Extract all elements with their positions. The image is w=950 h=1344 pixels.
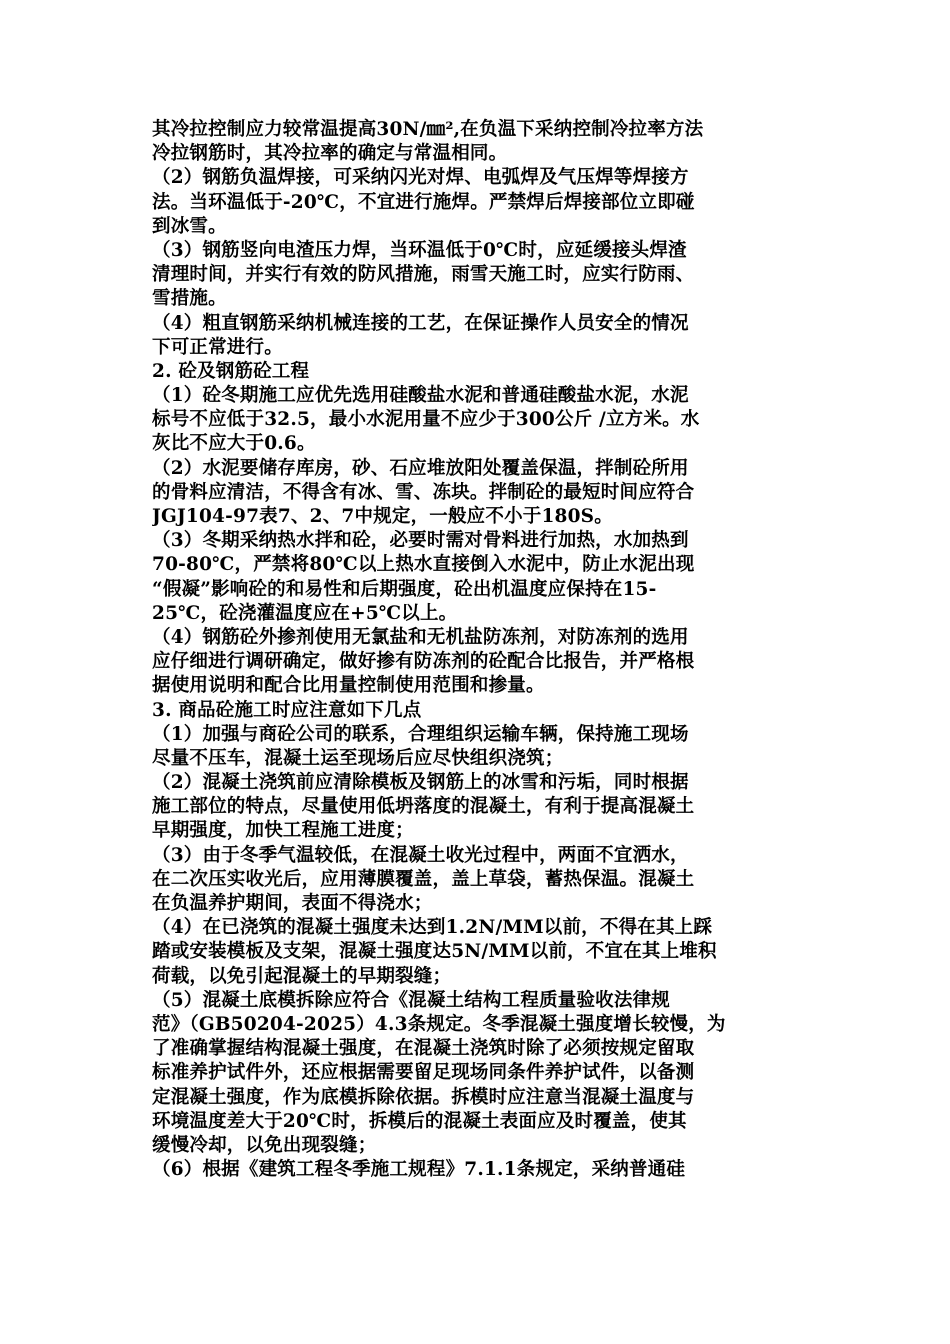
text-line: 荷载，以免引起混凝土的早期裂缝；	[152, 965, 452, 987]
text-line: 在二次压实收光后，应用薄膜覆盖，盖上草袋，蓄热保温。混凝土	[152, 868, 695, 890]
text-line: 3. 商品砼施工时应注意如下几点	[152, 699, 422, 721]
text-line: 在负温养护期间，表面不得浇水；	[152, 893, 433, 914]
text-line: 70-80℃，严禁将80℃以上热水直接倒入水泥中，防止水泥出现	[152, 554, 695, 576]
text-line: （1）砼冬期施工应优先选用硅酸盐水泥和普通硅酸盐水泥，水泥	[152, 385, 689, 407]
text-line: 了准确掌握结构混凝土强度，在混凝土浇筑时除了必须按规定留取	[152, 1038, 695, 1060]
text-line: 应仔细进行调研确定，做好掺有防冻剂的砼配合比报告，并严格根	[152, 651, 695, 673]
text-line: 标号不应低于32.5，最小水泥用量不应少于300公斤 /立方米。水	[152, 409, 700, 431]
text-line: 环境温度差大于20℃时，拆模后的混凝土表面应及时覆盖，使其	[152, 1110, 687, 1132]
text-line: 到冰雪。	[152, 215, 227, 237]
text-line: 定混凝土强度，作为底模拆除依据。拆模时应注意当混凝土温度与	[152, 1086, 695, 1108]
text-line: （2）钢筋负温焊接，可采纳闪光对焊、电弧焊及气压焊等焊接方	[152, 167, 689, 189]
text-line: 下可正常进行。	[152, 336, 283, 358]
text-line: “假凝”影响砼的和易性和后期强度，砼出机温度应保持在15-	[152, 578, 657, 600]
text-line: 其冷拉控制应力较常温提高30N/㎜²,在负温下采纳控制冷拉率方法	[152, 119, 704, 140]
text-line: 法。当环温低于-20℃，不宜进行施焊。严禁焊后焊接部位立即碰	[152, 191, 695, 213]
text-line: （1）加强与商砼公司的联系，合理组织运输车辆，保持施工现场	[152, 723, 689, 745]
text-line: 的骨料应清洁，不得含有冰、雪、冻块。拌制砼的最短时间应符合	[152, 481, 695, 503]
text-line: 踏或安装模板及支架，混凝土强度达5N/MM以前，不宜在其上堆积	[152, 941, 717, 963]
text-line: 灰比不应大于0.6。	[152, 433, 316, 455]
text-line: 尽量不压车，混凝土运至现场后应尽快组织浇筑；	[152, 747, 564, 769]
text-line: 冷拉钢筋时，其冷拉率的确定与常温相同。	[152, 143, 508, 165]
text-line: （4）在已浇筑的混凝土强度未达到1.2N/MM以前，不得在其上踩	[152, 917, 713, 939]
text-line: 清理时间，并实行有效的防风措施，雨雪天施工时，应实行防雨、	[152, 264, 695, 286]
text-line: 施工部位的特点，尽量使用低坍落度的混凝土，有利于提高混凝土	[152, 796, 695, 818]
text-line: （3）钢筋竖向电渣压力焊，当环温低于0℃时，应延缓接头焊渣	[152, 239, 687, 261]
text-line: （4）粗直钢筋采纳机械连接的工艺，在保证操作人员安全的情况	[152, 312, 689, 334]
text-line: （2）混凝土浇筑前应清除模板及钢筋上的冰雪和污垢，同时根据	[152, 772, 689, 794]
text-line: 2. 砼及钢筋砼工程	[152, 360, 310, 382]
text-line: 早期强度，加快工程施工进度；	[152, 820, 414, 842]
text-line: JGJ104-97表7、2、7中规定，一般应不小于180S。	[152, 506, 613, 527]
text-line: （6）根据《建筑工程冬季施工规程》7.1.1条规定，采纳普通硅	[152, 1159, 686, 1181]
text-line: 范》（GB50204-2025）4.3条规定。冬季混凝土强度增长较慢，为	[152, 1013, 726, 1035]
text-line: （3）冬期采纳热水拌和砼，必要时需对骨料进行加热，水加热到	[152, 530, 689, 552]
text-line: 25℃，砼浇灌温度应在+5℃以上。	[152, 602, 458, 624]
text-line: （5）混凝土底模拆除应符合《混凝土结构工程质量验收法律规	[152, 989, 670, 1011]
document-body	[152, 118, 812, 1182]
text-line: 据使用说明和配合比用量控制使用范围和掺量。	[152, 675, 545, 697]
text-line: （3）由于冬季气温较低，在混凝土收光过程中，两面不宜洒水，	[152, 844, 689, 866]
text-line: 标准养护试件外，还应根据需要留足现场同条件养护试件，以备测	[152, 1062, 695, 1084]
text-line: （2）水泥要储存库房，砂、石应堆放阳处覆盖保温，拌制砼所用	[152, 457, 689, 479]
text-line: （4）钢筋砼外掺剂使用无氯盐和无机盐防冻剂，对防冻剂的选用	[152, 626, 689, 648]
text-line: 缓慢冷却，以免出现裂缝；	[152, 1134, 377, 1156]
text-line: 雪措施。	[152, 288, 227, 310]
